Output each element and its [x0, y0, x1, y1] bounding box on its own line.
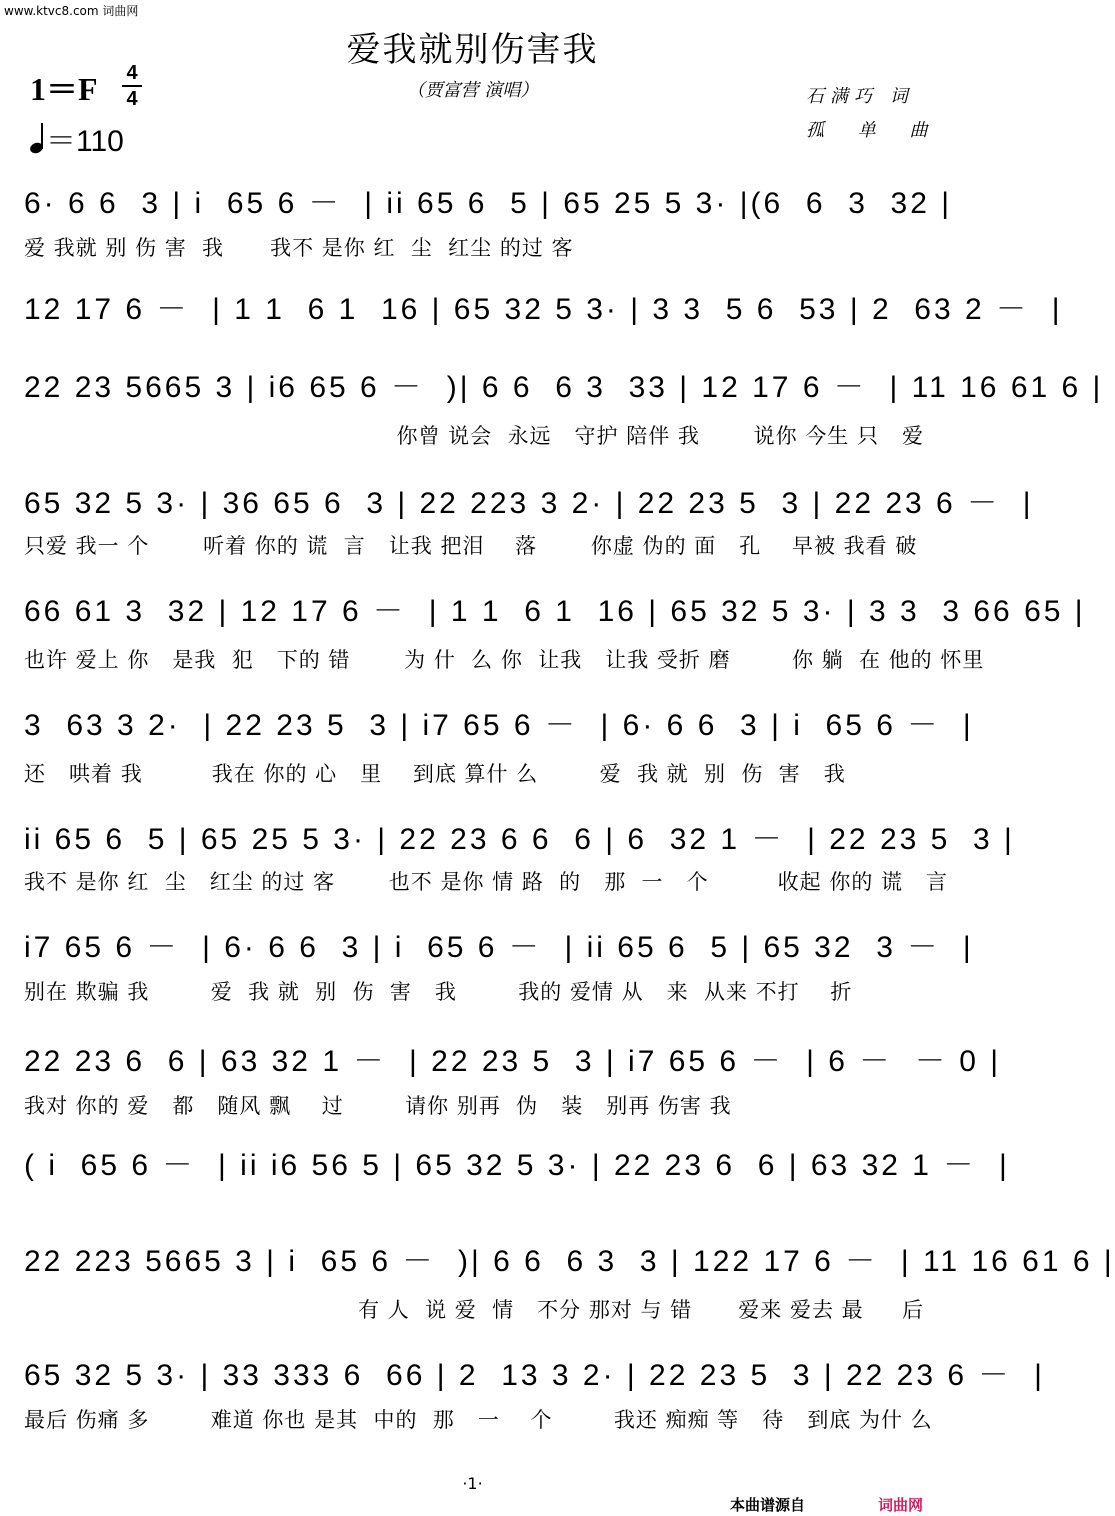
time-signature-top: 4 [126, 62, 138, 84]
lyric-line: 别在 欺骗 我 爱 我 就 别 伤 害 我 我的 爱情 从 来 从来 不打 折 [24, 980, 853, 1004]
time-signature-bar [122, 85, 142, 87]
notation-line: ii 65 6 5 | 65 25 5 3· | 22 23 6 6 6 | 6 32 1 － | 22 23 5 3 | [24, 823, 1015, 856]
time-signature [122, 62, 142, 110]
notation-line: ( i 65 6 － | ii i6 56 5 | 65 32 5 3· | 22 23 6 6 | 63 32 1 － | [24, 1149, 1010, 1182]
lyric-line: 爱 我就 别 伤 害 我 我不 是你 红 尘 红尘 的过 客 [24, 236, 574, 260]
site-logo: 词曲网 [878, 1496, 924, 1514]
notation-line: 12 17 6 － | 1 1 6 1 16 | 65 32 5 3· | 3 3 5 6 53 | 2 63 2 － | [24, 293, 1063, 326]
performer-credit: （贾富营 演唱） [406, 80, 539, 101]
notation-line: i7 65 6 － | 6· 6 6 3 | i 65 6 － | ii 65 6 5 | 65 32 3 － | [24, 931, 974, 964]
lyric-line: 我对 你的 爱 都 随风 飘 过 请你 别再 伪 装 别再 伤害 我 [24, 1094, 732, 1118]
site-watermark: www.ktvc8.com 词曲网 [4, 4, 139, 18]
notation-line: 65 32 5 3· | 36 65 6 3 | 22 223 3 2· | 22 23 5 3 | 22 23 6 － | [24, 487, 1034, 520]
notation-line: 65 32 5 3· | 33 333 6 66 | 2 13 3 2· | 22 23 5 3 | 22 23 6 － | [24, 1359, 1045, 1392]
notation-line: 22 23 5665 3 | i6 65 6 － )| 6 6 6 3 33 | 12 17 6 － | 11 16 61 6 | [24, 371, 1104, 404]
lyric-line: 最后 伤痛 多 难道 你也 是其 中的 那 一 个 我还 痴痴 等 待 到底 为什 么 [24, 1408, 933, 1432]
lyricist-credit: 石满巧 词 [806, 86, 914, 107]
lyric-line: 还 哄着 我 我在 你的 心 里 到底 算什 么 爱 我 就 别 伤 害 我 [24, 762, 846, 786]
tempo-marking [30, 116, 124, 160]
source-note: 本曲谱源自 [730, 1496, 806, 1514]
key-signature: 1＝F [30, 71, 98, 107]
notation-line: 66 61 3 32 | 12 17 6 － | 1 1 6 1 16 | 65 32 5 3· | 3 3 3 66 65 | [24, 595, 1086, 628]
lyric-line: 我不 是你 红 尘 红尘 的过 客 也不 是你 情 路 的 那 一 个 收起 你的 谎 言 [24, 870, 949, 894]
page-number: ·1· [462, 1474, 483, 1493]
quarter-note-icon [30, 123, 46, 155]
tempo-value: ＝110 [46, 125, 124, 158]
notation-line: 3 63 3 2· | 22 23 5 3 | i7 65 6 － | 6· 6 6 3 | i 65 6 － | [24, 709, 974, 742]
notation-line: 22 223 5665 3 | i 65 6 － )| 6 6 6 3 3 | 122 17 6 － | 11 16 61 6 | [24, 1245, 1115, 1278]
time-signature-bottom: 4 [126, 88, 138, 110]
notation-line: 6· 6 6 3 | i 65 6 － | ii 65 6 5 | 65 25 5 3· |(6 6 3 32 | [24, 187, 953, 220]
lyric-line: 只爱 我一 个 听着 你的 谎 言 让我 把泪 落 你虚 伪的 面 孔 早被 我看 破 [24, 534, 918, 558]
lyric-line: 你曾 说会 永远 守护 陪伴 我 说你 今生 只 爱 [396, 424, 924, 448]
composer-credit: 孤 单 曲 [806, 120, 942, 141]
notation-line: 22 23 6 6 | 63 32 1 － | 22 23 5 3 | i7 65 6 － | 6 － － 0 | [24, 1045, 1002, 1078]
lyric-line: 也许 爱上 你 是我 犯 下的 错 为 什 么 你 让我 让我 受折 磨 你 躺 在 他的 怀里 [24, 648, 985, 672]
lyric-line: 有 人 说 爱 情 不分 那对 与 错 爱来 爱去 最 后 [358, 1298, 924, 1322]
song-title: 爱我就别伤害我 [346, 30, 599, 70]
